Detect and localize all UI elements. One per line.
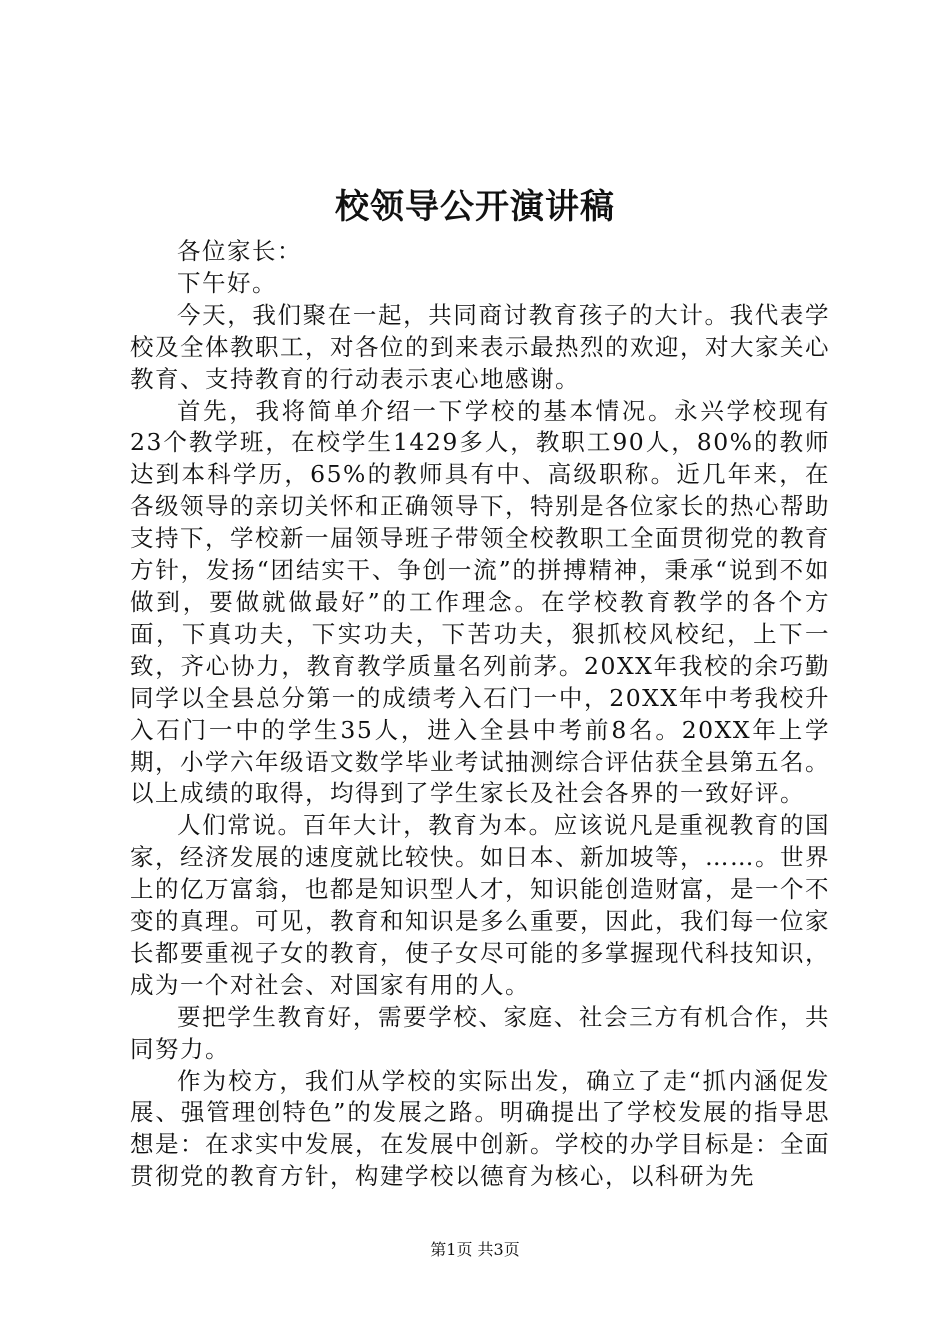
paragraph-school-role: 作为校方，我们从学校的实际出发，确立了走“抓内涵促发展、强管理创特色”的发展之路。明确提出了学校发展的指导思想是：在求实中发展，在发展中创新。学校的办学目标是：全面贯彻党的教育方针，构建学校以德育为核心，以科研为先 (130, 1066, 830, 1191)
salutation: 各位家长： (177, 237, 302, 265)
paragraph-cooperation: 要把学生教育好，需要学校、家庭、社会三方有机合作，共同努力。 (130, 1002, 830, 1063)
greeting: 下午好。 (177, 268, 277, 297)
paragraph-welcome: 今天，我们聚在一起，共同商讨教育孩子的大计。我代表学校及全体教职工，对各位的到来表示最热烈的欢迎，对大家关心教育、支持教育的行动表示衷心地感谢。 (130, 300, 830, 393)
document-title: 校领导公开演讲稿 (335, 187, 615, 227)
paragraph-school-intro: 首先，我将简单介绍一下学校的基本情况。永兴学校现有23个教学班，在校学生1429多人，教职工90人，80%的教师达到本科学历，65%的教师具有中、高级职称。近几年来，在各级领导的亲切关怀和正确领导下，特别是各位家长的热心帮助支持下，学校新一届领导班子带领全校教职工全面贯彻党的教育方针，发扬“团结实干、争创一流”的拼搏精神，秉承“说到不如做到，要做就做最好”的工作理念。在学校教育教学的各个方面，下真功夫，下实功夫，下苦功夫，狠抓校风校纪，上下一致，齐心协力，教育教学质量名列前茅。20XX年我校的余巧勤同学以全县总分第一的成绩考入石门一中，20XX年中考我校升入石门一中的学生35人，进入全县中考前8名。20XX年上学期，小学六年级语文数学毕业考试抽测综合评估获全县第五名。以上成绩的取得，均得到了学生家长及社会各界的一致好评。 (130, 396, 830, 808)
paragraph-education-importance: 人们常说。百年大计，教育为本。应该说凡是重视教育的国家，经济发展的速度就比较快。如日本、新加坡等，……。世界上的亿万富翁，也都是知识型人才，知识能创造财富，是一个不变的真理。可见，教育和知识是多么重要，因此，我们每一位家长都要重视子女的教育，使子女尽可能的多掌握现代科技知识，成为一个对社会、对国家有用的人。 (130, 811, 830, 999)
document-body (130, 236, 830, 1193)
page-footer: 第1页 共3页 (430, 1240, 520, 1259)
